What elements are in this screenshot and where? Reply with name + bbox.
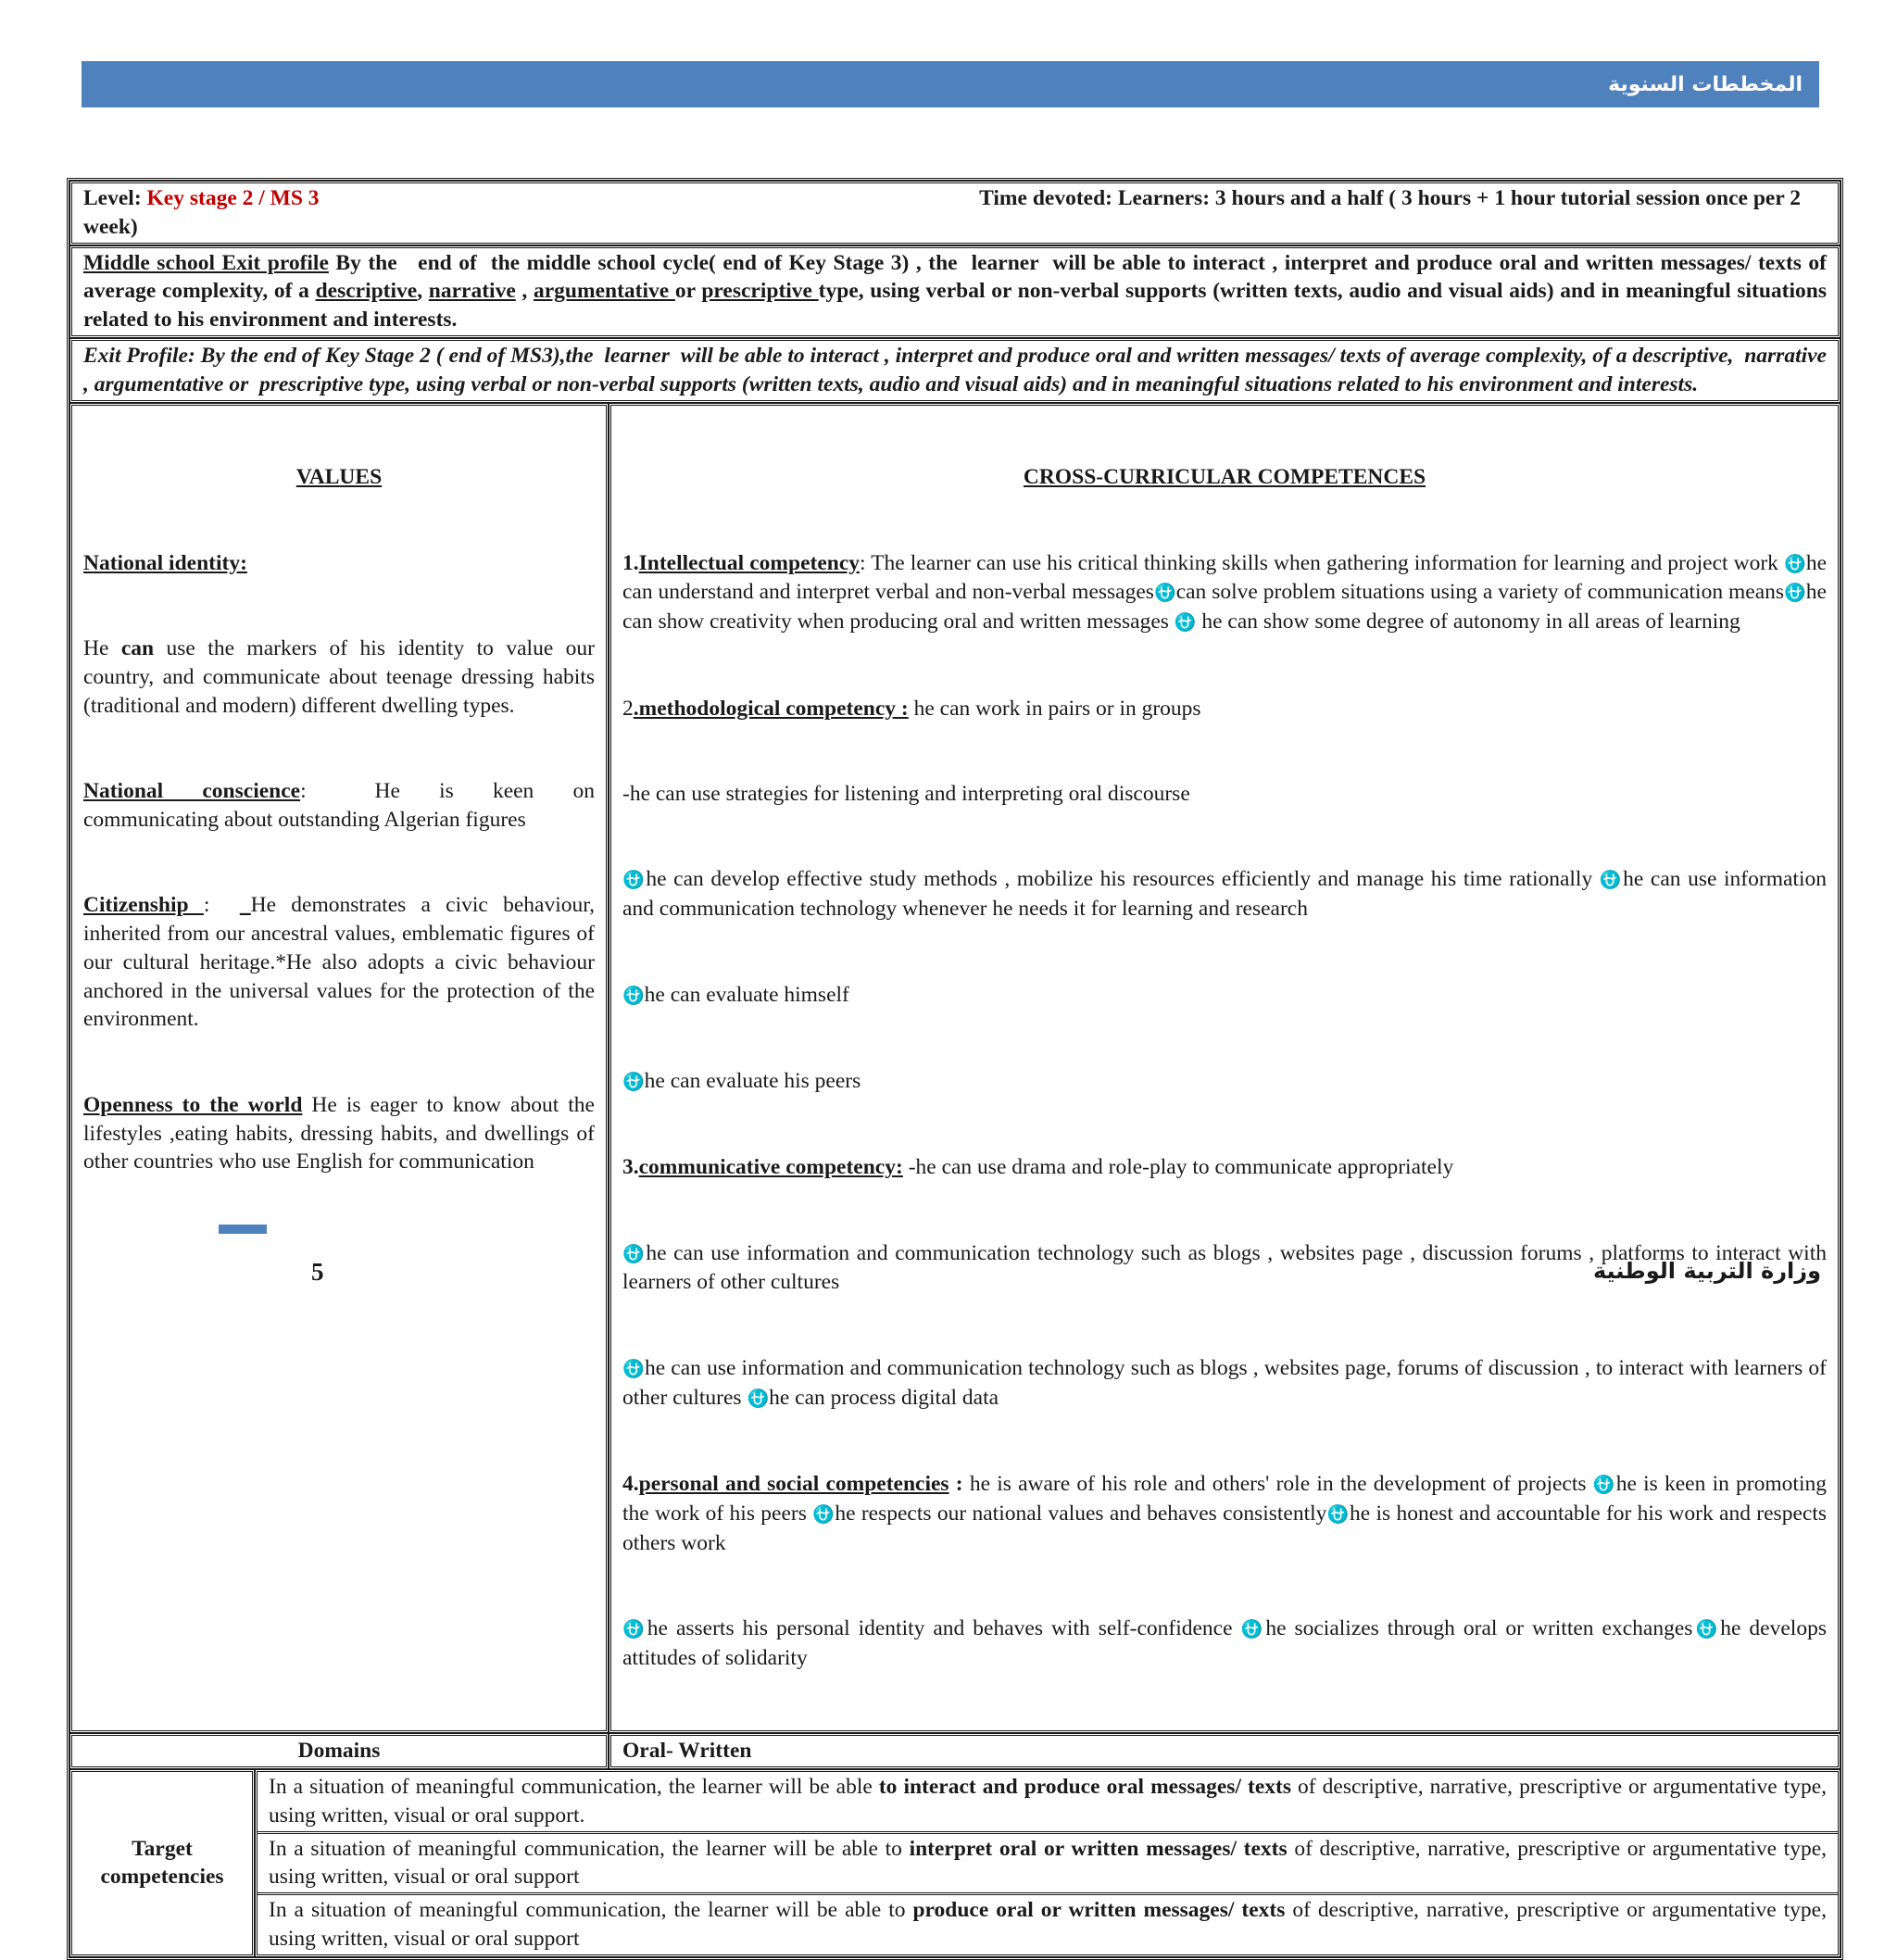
time-devoted-cont: week) <box>83 214 138 239</box>
domains-label: Domains <box>69 1733 609 1769</box>
level-info: Level: Key stage 2 / MS 3 <box>83 186 320 210</box>
list-item: -he can use strategies for listening and interpreting oral discourse <box>622 781 1190 806</box>
bullet-icon: ⛎ <box>1784 583 1806 604</box>
bullet-icon: ⛎ <box>1174 612 1197 634</box>
table-row <box>258 1894 1838 1954</box>
level-value: Key stage 2 / MS 3 <box>146 186 320 210</box>
target-list <box>255 1769 1840 1957</box>
target-label: Target competencies <box>69 1769 255 1957</box>
list-item: ⛎he asserts his personal identity and behaves with self-confidence ⛎he socializes through oral or written exchanges⛎he develops attitudes of solidarity <box>622 1616 1832 1670</box>
list-item: ⛎he can use information and communication technology such as blogs , websites page , discussion forums , platforms to interact with learners of other cultures <box>622 1240 1832 1295</box>
exit-profile-row <box>69 338 1840 403</box>
values-heading: VALUES <box>295 465 383 490</box>
cross-heading: CROSS-CURRICULAR COMPETENCES <box>1023 465 1426 490</box>
bullet-icon: ⛎ <box>1599 870 1624 891</box>
communicative-competency: 3.communicative competency: -he can use drama and role-play to communicate appropriately <box>622 1155 1454 1180</box>
bullet-icon: ⛎ <box>1240 1619 1266 1640</box>
cross-curricular-cell <box>609 403 1840 1734</box>
list-item: ⛎he can develop effective study methods , mobilize his resources efficiently and manage his time rationally ⛎he can use information and communication technology whenever he needs it for learning and research <box>622 867 1832 922</box>
list-item: ⛎he can use information and communication technology such as blogs , websites page, forums of discussion , to interact with learners of other cultures ⛎he can process digital data <box>622 1355 1832 1410</box>
bullet-icon: ⛎ <box>1783 553 1806 574</box>
middle-exit-profile: Middle school Exit profile By the end of the middle school cycle( end of Key Stage 3) , the learner will be able to interact , interpret and produce oral and written messages/ texts of average complexity, of a descriptive, narrative , argumentative or prescriptive type, using verbal or non-verbal supports (written texts, audio and visual aids) and in meaningful situations related to his environment and interests. <box>69 245 1840 338</box>
level-cell <box>69 181 1840 245</box>
target-row <box>69 1769 1840 1957</box>
list-item: ⛎he can evaluate his peers <box>622 1068 861 1093</box>
national-conscience: National conscience: He is keen on communicating about outstanding Algerian figures <box>83 778 600 832</box>
target-competency-1: In a situation of meaningful communication, the learner will be able to interact and produce oral messages/ texts of descriptive, narrative, prescriptive or argumentative type, using written, visual or oral support. <box>258 1772 1838 1832</box>
domains-value: Oral- Written <box>609 1733 1840 1769</box>
domains-row <box>69 1733 1840 1769</box>
bullet-icon: ⛎ <box>622 985 645 1006</box>
bullet-icon: ⛎ <box>747 1388 770 1409</box>
list-item: ⛎he can evaluate himself <box>622 982 849 1007</box>
personal-social-competencies: 4.personal and social competencies : he is aware of his role and others' role in the development of projects ⛎he is keen in promoting the work of his peers ⛎he respects our national values and behaves consistently⛎he is honest and accountable for his work and respects others work <box>622 1472 1832 1555</box>
values-cell <box>69 403 609 1734</box>
decorative-mark <box>219 1225 267 1234</box>
methodological-competency: 2.methodological competency : he can work in pairs or in groups <box>622 696 1201 721</box>
target-competencies-table <box>258 1772 1838 1954</box>
bullet-icon: ⛎ <box>622 870 647 891</box>
bullet-icon: ⛎ <box>622 1243 647 1264</box>
page-number: 5 <box>311 1258 324 1286</box>
table-row <box>258 1772 1838 1832</box>
level-row <box>69 181 1840 245</box>
exit-profile: Exit Profile: By the end of Key Stage 2 ( end of MS3),the learner will be able to interact , interpret and produce oral and written messages/ texts of average complexity, of a descriptive, narrative , argumentative or prescriptive type, using verbal or non-verbal supports (written texts, audio and visual aids) and in meaningful situations related to his environment and interests. <box>69 338 1840 403</box>
bullet-icon: ⛎ <box>1153 583 1176 604</box>
bullet-icon: ⛎ <box>1326 1503 1350 1525</box>
header-title: المخططات السنوية <box>1608 72 1803 96</box>
citizenship: Citizenship : _He demonstrates a civic behaviour, inherited from our ancestral values, emblematic figures of our cultural heritage.*He also adopts a civic behaviour anchored in the universal values for the protection of the environment. <box>83 893 600 1032</box>
target-competency-2: In a situation of meaningful communication, the learner will be able to interpret oral or written messages/ texts of descriptive, narrative, prescriptive or argumentative type, using written, visual or oral support <box>258 1832 1838 1894</box>
target-competency-3: In a situation of meaningful communication, the learner will be able to produce oral or written messages/ texts of descriptive, narrative, prescriptive or argumentative type, using written, visual or oral support <box>269 1898 1832 1952</box>
bullet-icon: ⛎ <box>622 1619 647 1640</box>
competency-table <box>67 178 1843 1960</box>
national-identity-text: He can use the markers of his identity to value our country, and communicate about teenage dressing habits (traditional and modern) different dwelling types. <box>83 635 600 718</box>
main-table <box>67 178 1843 1960</box>
bullet-icon: ⛎ <box>622 1071 645 1092</box>
bullet-icon: ⛎ <box>1592 1475 1616 1496</box>
ministry-name: وزارة التربية الوطنية <box>1592 1258 1821 1284</box>
values-cross-row <box>69 403 1840 1734</box>
header-bar <box>82 61 1819 107</box>
table-row <box>258 1832 1838 1894</box>
bullet-icon: ⛎ <box>622 1358 645 1379</box>
national-identity: National identity: <box>83 550 247 575</box>
middle-exit-row <box>69 245 1840 338</box>
bullet-icon: ⛎ <box>1692 1619 1721 1640</box>
bullet-icon: ⛎ <box>812 1503 835 1525</box>
openness-to-the-world: Openness to the world He is eager to know about the lifestyles ,eating habits, dressing habits, and dwellings of other countries who use English for communication <box>83 1092 600 1175</box>
time-devoted: Time devoted: Learners: 3 hours and a half ( 3 hours + 1 hour tutorial session once per 2 <box>979 186 1801 210</box>
intellectual-competency: 1.Intellectual competency: The learner can use his critical thinking skills when gathering information for learning and project work ⛎he can understand and interpret verbal and non-verbal messages⛎can solve problem situations using a variety of communication means⛎he can show creativity when producing oral and written messages ⛎ he can show some degree of autonomy in all areas of learning <box>622 550 1832 634</box>
